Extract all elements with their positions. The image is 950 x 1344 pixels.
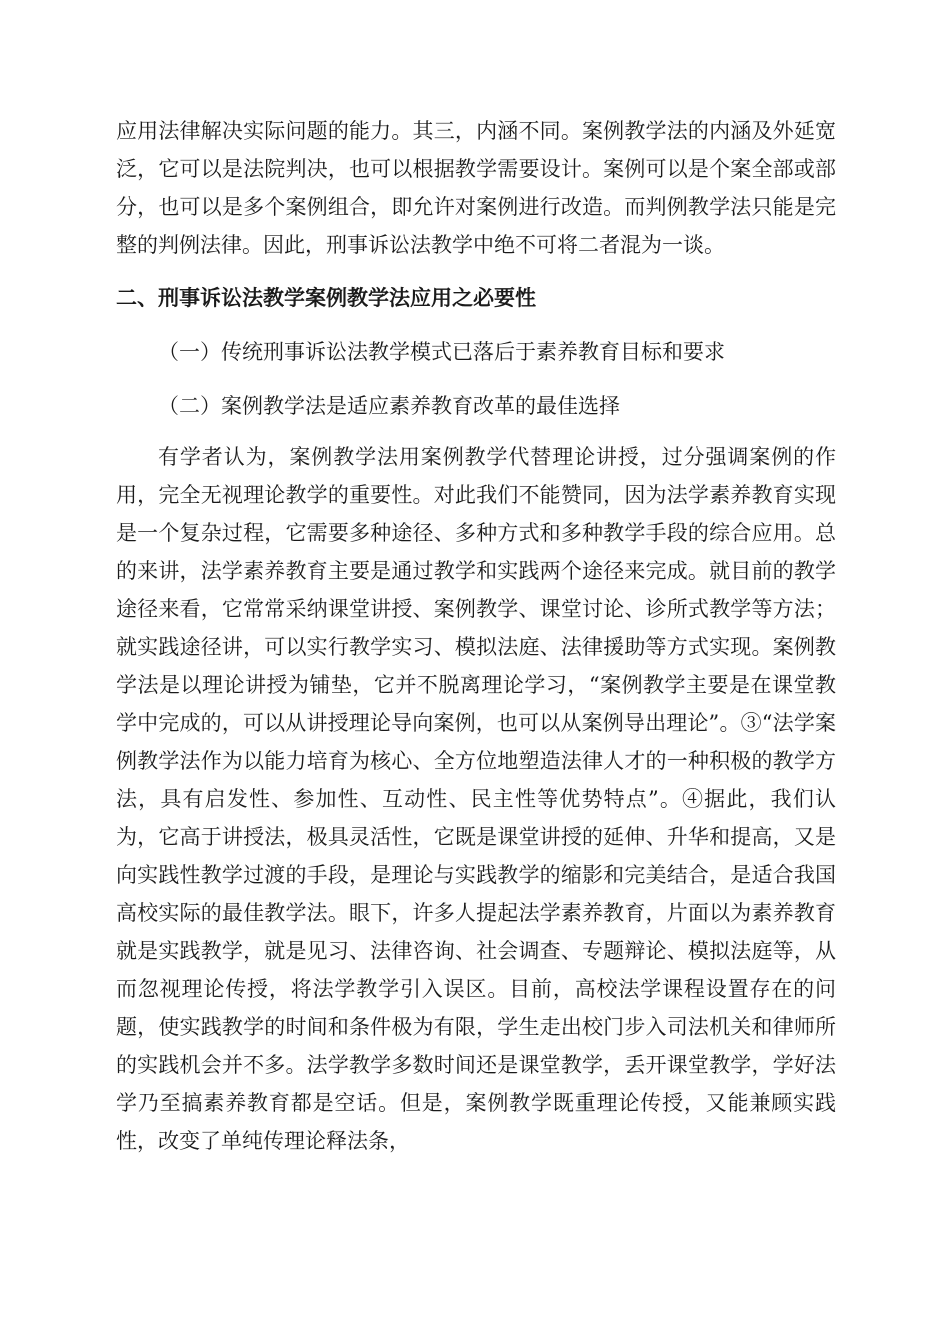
subsection-heading-1: （一）传统刑事诉讼法教学模式已落后于素养教育目标和要求: [158, 340, 725, 364]
document-page: [116, 112, 836, 1160]
paragraph-continuation: 应用法律解决实际问题的能力。其三，内涵不同。案例教学法的内涵及外延宽泛，它可以是法院判决，也可以根据教学需要设计。案例可以是个案全部或部分，也可以是多个案例组合，即允许对案例进行改造。而判例教学法只能是完整的判例法律。因此，刑事诉讼法教学中绝不可将二者混为一谈。: [116, 119, 836, 257]
section-heading: 二、刑事诉讼法教学案例教学法应用之必要性: [116, 286, 536, 310]
subsection-heading-2: （二）案例教学法是适应素养教育改革的最佳选择: [158, 394, 620, 418]
body-paragraph: 有学者认为，案例教学法用案例教学代替理论讲授，过分强调案例的作用，完全无视理论教学的重要性。对此我们不能赞同，因为法学素养教育实现是一个复杂过程，它需要多种途径、多种方式和多种教学手段的综合应用。总的来讲，法学素养教育主要是通过教学和实践两个途径来完成。就目前的教学途径来看，它常常采纳课堂讲授、案例教学、课堂讨论、诊所式教学等方法；就实践途径讲，可以实行教学实习、模拟法庭、法律援助等方式实现。案例教学法是以理论讲授为铺垫，它并不脱离理论学习，“案例教学主要是在课堂教学中完成的，可以从讲授理论导向案例，也可以从案例导出理论”。③“法学案例教学法作为以能力培育为核心、全方位地塑造法律人才的一种积极的教学方法，具有启发性、参加性、互动性、民主性等优势特点”。④据此，我们认为，它高于讲授法，极具灵活性，它既是课堂讲授的延伸、升华和提高，又是向实践性教学过渡的手段，是理论与实践教学的缩影和完美结合，是适合我国高校实际的最佳教学法。眼下，许多人提起法学素养教育，片面以为素养教育就是实践教学，就是见习、法律咨询、社会调查、专题辩论、模拟法庭等，从而忽视理论传授，将法学教学引入误区。目前，高校法学课程设置存在的问题，使实践教学的时间和条件极为有限，学生走出校门步入司法机关和律师所的实践机会并不多。法学教学多数时间还是课堂教学，丢开课堂教学，学好法学乃至搞素养教育都是空话。但是，案例教学既重理论传授，又能兼顾实践性，改变了单纯传理论释法条，: [116, 445, 836, 1153]
